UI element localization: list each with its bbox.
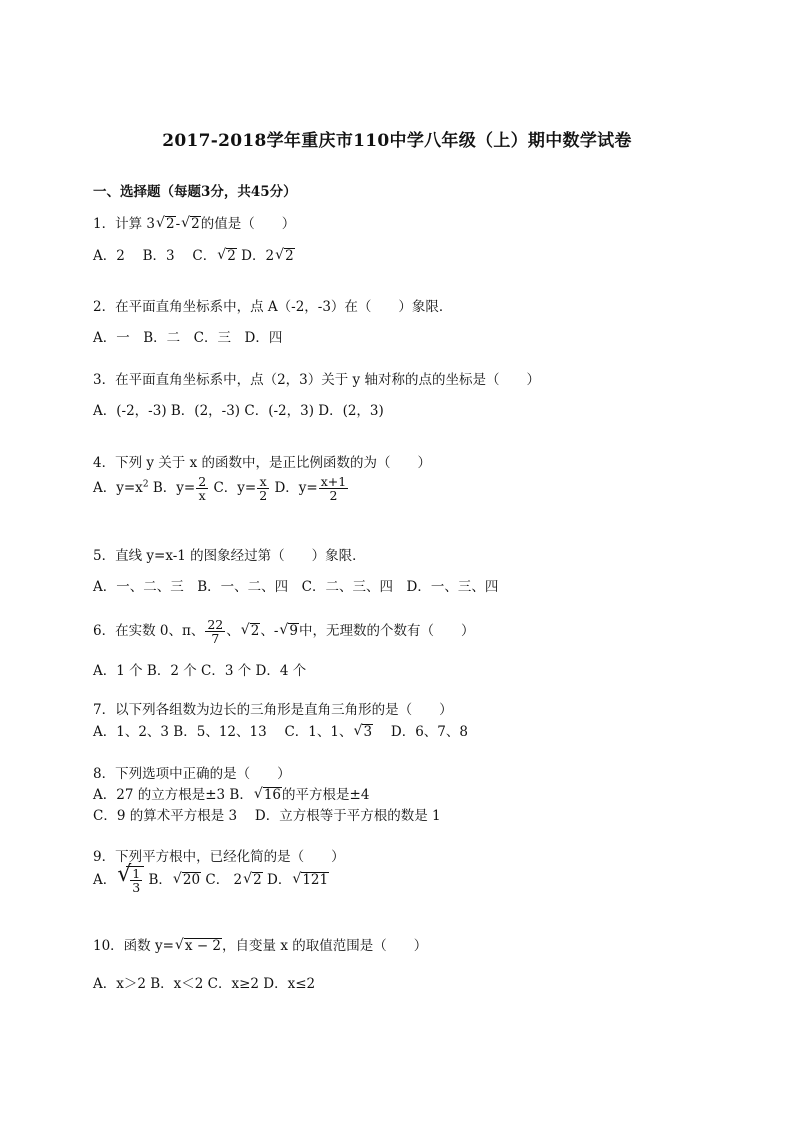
question-1-options: A．2 B．3 C． √ 2 D．2 √ 2 [93, 247, 294, 264]
question-8-stem: 8．下列选项中正确的是（ ） [93, 766, 291, 782]
question-7-stem: 7．以下列各组数为边长的三角形是直角三角形的是（ ） [93, 702, 453, 718]
sqrt-expression: √ 9 [279, 622, 298, 640]
question-6-stem: 6．在实数 0、π、 $\frac{22}{7}$ 、 √ 2、- √ 9中，无理数的个数有（ ） [93, 617, 475, 647]
sqrt-expression: √ x − 2 [174, 937, 222, 954]
question-6-options: A．1 个 B．2 个 C．3 个 D．4 个 [93, 663, 307, 679]
question-2-options: A．一 B．二 C．三 D．四 [93, 330, 283, 346]
question-1-stem: 1．计算 3 √ 2- √ 2的值是（ ） [93, 215, 296, 232]
question-5-stem: 5．直线 y=x-1 的图象经过第（ ）象限． [93, 548, 366, 564]
question-4-stem: 4．下列 y 关于 x 的函数中，是正比例函数的为（ ） [93, 455, 431, 471]
sqrt-expression: √ 2 [155, 215, 175, 232]
question-3-options: A．(-2，-3) B．(2，-3) C．(-2，3) D．(2，3) [93, 403, 384, 419]
question-7-options: A．1、2、3 B．5、12、13 C．1、1、 √ 3 D．6、7、8 [93, 723, 468, 740]
question-8-options-row1: A．27 的立方根是±3 B． √ 16的平方根是±4 [93, 786, 370, 803]
question-2-stem: 2．在平面直角坐标系中，点 A（-2，-3）在（ ）象限． [93, 299, 453, 315]
fraction: $\frac{1}{3}$ [132, 866, 141, 896]
question-4-options: A．$y=x^2$ B．y= $\frac{2}{x}$ C．y= $\frac{x}{2}$ D．y= $\frac{x+1}{2}$ [93, 474, 347, 504]
fraction: $\frac{x+1}{2}$ [320, 474, 347, 504]
section-heading: 一、选择题（每题3分，共45分） [93, 184, 297, 200]
question-10-options: A．x＞2 B．x＜2 C．x≥2 D．x≤2 [93, 976, 316, 992]
sqrt-expression: √ 2 [275, 247, 294, 264]
fraction: $\frac{x}{2}$ [259, 474, 268, 504]
sqrt-expression: √ 2 [243, 871, 262, 889]
sqrt-expression: √ 2 [181, 215, 200, 232]
sqrt-expression: √ 2 [217, 247, 236, 264]
sqrt-expression: √ 16 [253, 786, 282, 803]
sqrt-expression: √ 121 [292, 871, 329, 889]
question-9-options: A． √ $\frac{1}{3}$ B． √ 20 C． 2 √ 2 D． √ 121 [93, 862, 329, 896]
sqrt-expression: √ 3 [353, 723, 373, 740]
question-5-options: A．一、二、三 B．一、二、四 C．二、三、四 D．一、三、四 [93, 579, 499, 595]
question-3-stem: 3．在平面直角坐标系中，点（2，3）关于 y 轴对称的点的坐标是（ ） [93, 372, 540, 388]
fraction: $\frac{22}{7}$ [207, 617, 224, 647]
sqrt-expression: √ 20 [172, 871, 201, 889]
fraction: $\frac{2}{x}$ [198, 474, 207, 504]
question-8-options-row2: C．9 的算术平方根是 3 D．立方根等于平方根的数是 1 [93, 808, 441, 824]
question-10-stem: 10．函数 y= √ x − 2，自变量 x 的取值范围是（ ） [93, 937, 428, 954]
exam-title: 2017-2018学年重庆市110中学八年级（上）期中数学试卷 [162, 131, 632, 151]
sqrt-expression: √ $\frac{1}{3}$ [117, 866, 144, 894]
question-9-stem: 9．下列平方根中，已经化简的是（ ） [93, 849, 345, 865]
sqrt-expression: √ 2 [240, 622, 260, 640]
